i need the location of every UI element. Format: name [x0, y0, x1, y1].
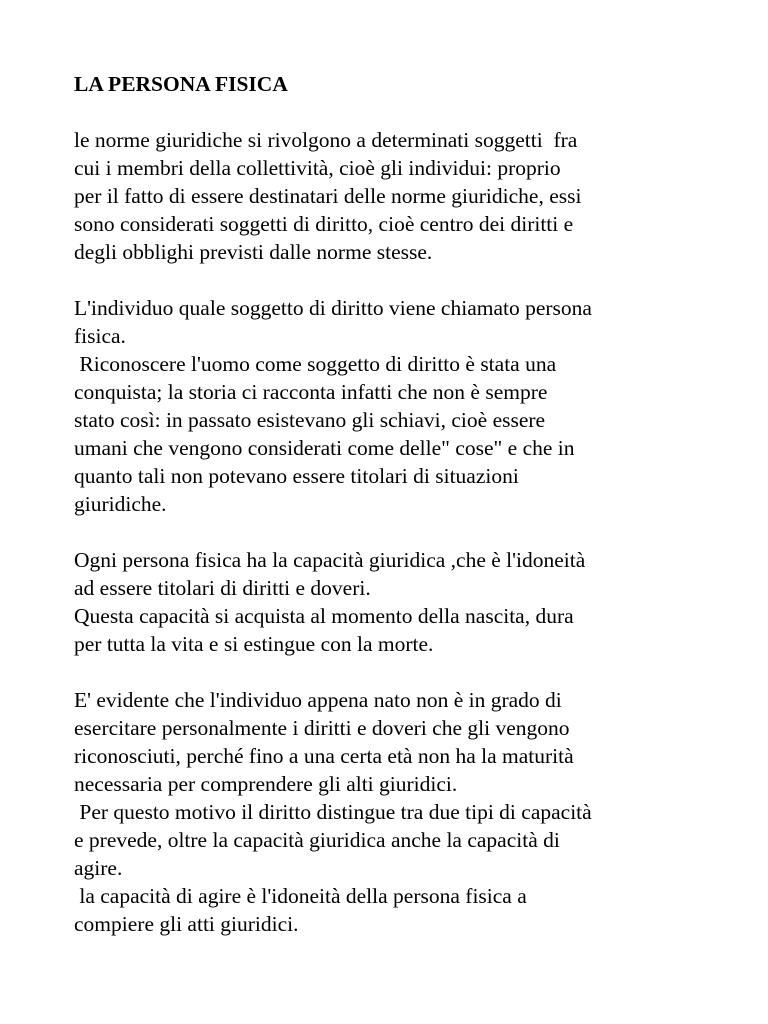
- paragraph-3: [74, 546, 714, 658]
- text-line: sono considerati soggetti di diritto, cioè centro dei diritti e: [74, 212, 574, 236]
- text-line: degli obblighi previsti dalle norme stesse.: [74, 240, 433, 264]
- text-line: umani che vengono considerati come delle" cose" e che in: [74, 436, 575, 460]
- text-line: quanto tali non potevano essere titolari di situazioni: [74, 464, 519, 488]
- text-line: compiere gli atti giuridici.: [74, 912, 299, 936]
- text-line: conquista; la storia ci racconta infatti che non è sempre: [74, 380, 548, 404]
- text-line: riconosciuti, perché fino a una certa età non ha la maturità: [74, 744, 574, 768]
- text-line: e prevede, oltre la capacità giuridica anche la capacità di: [74, 828, 560, 852]
- paragraph-2: [74, 294, 714, 518]
- document-title: LA PERSONA FISICA: [74, 72, 288, 96]
- text-line: agire.: [74, 856, 123, 880]
- blank-line: [74, 98, 714, 126]
- text-line: stato così: in passato esistevano gli schiavi, cioè essere: [74, 408, 546, 432]
- text-line: cui i membri della collettività, cioè gli individui: proprio: [74, 156, 561, 180]
- text-line: Per questo motivo il diritto distingue tra due tipi di capacità: [74, 800, 592, 824]
- paragraph-1: [74, 126, 714, 266]
- document-page: [74, 70, 714, 938]
- text-line: per tutta la vita e si estingue con la morte.: [74, 632, 434, 656]
- blank-line: [74, 266, 714, 294]
- text-line: per il fatto di essere destinatari delle norme giuridiche, essi: [74, 184, 582, 208]
- paragraph-4: [74, 686, 714, 938]
- text-line: esercitare personalmente i diritti e doveri che gli vengono: [74, 716, 570, 740]
- text-line: ad essere titolari di diritti e doveri.: [74, 576, 371, 600]
- text-line: Questa capacità si acquista al momento della nascita, dura: [74, 604, 574, 628]
- text-line: giuridiche.: [74, 492, 167, 516]
- text-line: le norme giuridiche si rivolgono a determinati soggetti fra: [74, 128, 578, 152]
- text-line: la capacità di agire è l'idoneità della persona fisica a: [74, 884, 527, 908]
- text-line: Riconoscere l'uomo come soggetto di diritto è stata una: [74, 352, 557, 376]
- blank-line: [74, 518, 714, 546]
- text-line: L'individuo quale soggetto di diritto viene chiamato persona: [74, 296, 592, 320]
- text-line: E' evidente che l'individuo appena nato non è in grado di: [74, 688, 562, 712]
- text-line: fisica.: [74, 324, 126, 348]
- text-line: Ogni persona fisica ha la capacità giuridica ,che è l'idoneità: [74, 548, 586, 572]
- text-line: necessaria per comprendere gli alti giuridici.: [74, 772, 458, 796]
- blank-line: [74, 658, 714, 686]
